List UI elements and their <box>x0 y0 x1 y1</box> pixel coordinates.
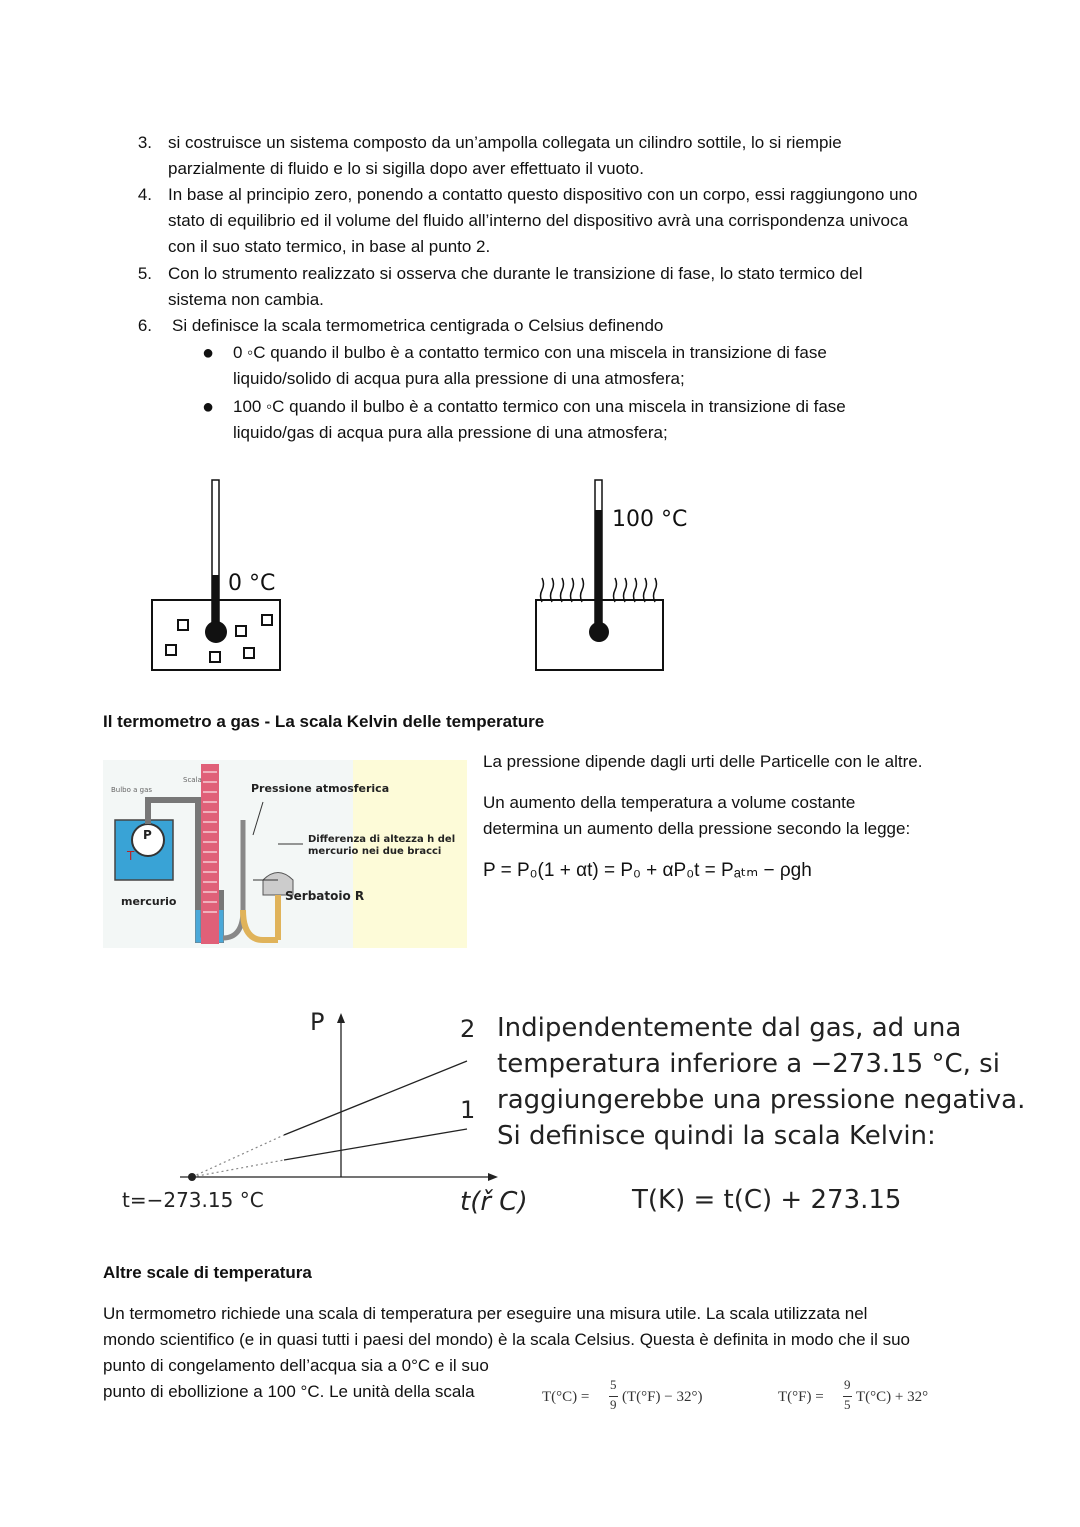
paragraph-line: Un termometro richiede una scala di temperatura per eseguire una misura utile. La scala utilizzata nel <box>103 1304 868 1323</box>
bullet-icon: ● <box>202 396 215 418</box>
boil-label: 100 °C <box>612 507 688 532</box>
list-item <box>172 313 663 339</box>
bullet-icon: ● <box>202 342 215 364</box>
item-number: 6. <box>137 316 152 335</box>
list-item-line: Con lo strumento realizzato si osserva che durante le transizione di fase, lo stato termico del <box>168 264 863 283</box>
bullet-line: liquido/solido di acqua pura alla pressione di una atmosfera; <box>233 369 685 388</box>
differenza-label-2: mercurio nei due bracci <box>308 846 442 857</box>
bullet-line: 100 ◦C quando il bulbo è a contatto termico con una miscela in transizione di fase <box>233 397 846 416</box>
bullet-line: 0 ◦C quando il bulbo è a contatto termico con una miscela in transizione di fase <box>233 343 827 362</box>
formula-denominator: 5 <box>844 1397 851 1412</box>
list-item-line: sistema non cambia. <box>168 290 324 309</box>
bullet-item <box>233 340 827 392</box>
formula-numerator: 9 <box>844 1377 851 1392</box>
item-number: 5. <box>137 264 152 283</box>
p-label: P <box>143 828 152 842</box>
section-title-gas: Il termometro a gas - La scala Kelvin delle temperature <box>103 712 545 731</box>
t-label: T <box>127 849 135 863</box>
paragraph-line: determina un aumento della pressione secondo la legge: <box>483 819 911 838</box>
formula-lhs: T(°C) = <box>542 1389 590 1405</box>
kelvin-text-line: temperatura inferiore a −273.15 °C, si <box>497 1049 1000 1079</box>
formula-celsius <box>542 1377 742 1417</box>
pressione-label: Pressione atmosferica <box>251 782 390 795</box>
list-item-line: stato di equilibrio ed il volume del fluido all’interno del dispositivo avrà una corrispondenza univoca <box>168 211 908 230</box>
kelvin-graph <box>110 1005 528 1225</box>
p-axis-label: P <box>310 1008 325 1036</box>
list-item-line: Si definisce la scala termometrica centigrada o Celsius definendo <box>172 316 664 335</box>
kelvin-formula: T(K) = t(C) + 273.15 <box>632 1185 902 1215</box>
boiling-figure <box>530 470 700 680</box>
gas-paragraph-1: La pressione dipende dagli urti delle Particelle con le altre. <box>483 752 923 771</box>
paragraph-line: Un aumento della temperatura a volume costante <box>483 793 856 812</box>
ice-label: 0 °C <box>228 571 276 596</box>
formula-numerator: 5 <box>610 1377 617 1392</box>
kelvin-text <box>497 1010 1025 1154</box>
bulbo-label: Bulbo a gas <box>111 786 153 794</box>
serbatoio-label: Serbatoio R <box>285 889 365 903</box>
formula-rhs: T(°C) + 32° <box>856 1389 929 1405</box>
paragraph-line: mondo scientifico (e in quasi tutti i paesi del mondo) è la scala Celsius. Questa è definita in modo che il suo <box>103 1330 910 1349</box>
formula-fahrenheit <box>778 1377 968 1417</box>
mercurio-label: mercurio <box>121 895 177 908</box>
absolute-zero-label: t=−273.15 °C <box>122 1188 264 1212</box>
list-item-line: con il suo stato termico, in base al punto 2. <box>168 237 491 256</box>
kelvin-text-line: raggiungerebbe una pressione negativa. <box>497 1085 1026 1115</box>
x-axis-label: t(ř C) <box>460 1187 528 1217</box>
list-item-line: si costruisce un sistema composto da un’ampolla collegata un cilindro sottile, lo si riempie <box>168 133 842 152</box>
kelvin-text-line: Indipendentemente dal gas, ad una <box>497 1013 962 1043</box>
list-item <box>168 182 917 260</box>
paragraph-line: punto di ebollizione a 100 °C. Le unità della scala <box>103 1382 475 1401</box>
section-title-other-scales: Altre scale di temperatura <box>103 1263 312 1282</box>
pressure-formula: P = P₀(1 + αt) = P₀ + αP₀t = Pₐₜₘ − ρgh <box>483 860 812 881</box>
scala-label: Scala <box>183 776 202 784</box>
formula-rhs: (T(°F) − 32°) <box>622 1389 703 1405</box>
list-item <box>168 261 863 313</box>
gas-thermometer-diagram <box>103 760 467 948</box>
item-number: 3. <box>137 133 152 152</box>
list-item-line: parzialmente di fluido e lo si sigilla dopo aver effettuato il vuoto. <box>168 159 644 178</box>
bullet-line: liquido/gas di acqua pura alla pressione di una atmosfera; <box>233 423 668 442</box>
differenza-label-1: Differenza di altezza h del <box>308 834 456 845</box>
ice-bath-figure <box>140 470 300 680</box>
bullet-item <box>233 394 846 446</box>
formula-denominator: 9 <box>610 1397 617 1412</box>
line-1-label: 1 <box>460 1096 476 1124</box>
formula-lhs: T(°F) = <box>778 1389 824 1405</box>
item-number: 4. <box>137 185 152 204</box>
line-2-label: 2 <box>460 1015 476 1043</box>
gas-paragraph-2 <box>483 790 910 842</box>
paragraph-line: punto di congelamento dell’acqua sia a 0°C e il suo <box>103 1356 489 1375</box>
list-item-line: In base al principio zero, ponendo a contatto questo dispositivo con un corpo, essi raggiungono uno <box>168 185 918 204</box>
kelvin-text-line: Si definisce quindi la scala Kelvin: <box>497 1121 936 1151</box>
list-item <box>168 130 842 182</box>
